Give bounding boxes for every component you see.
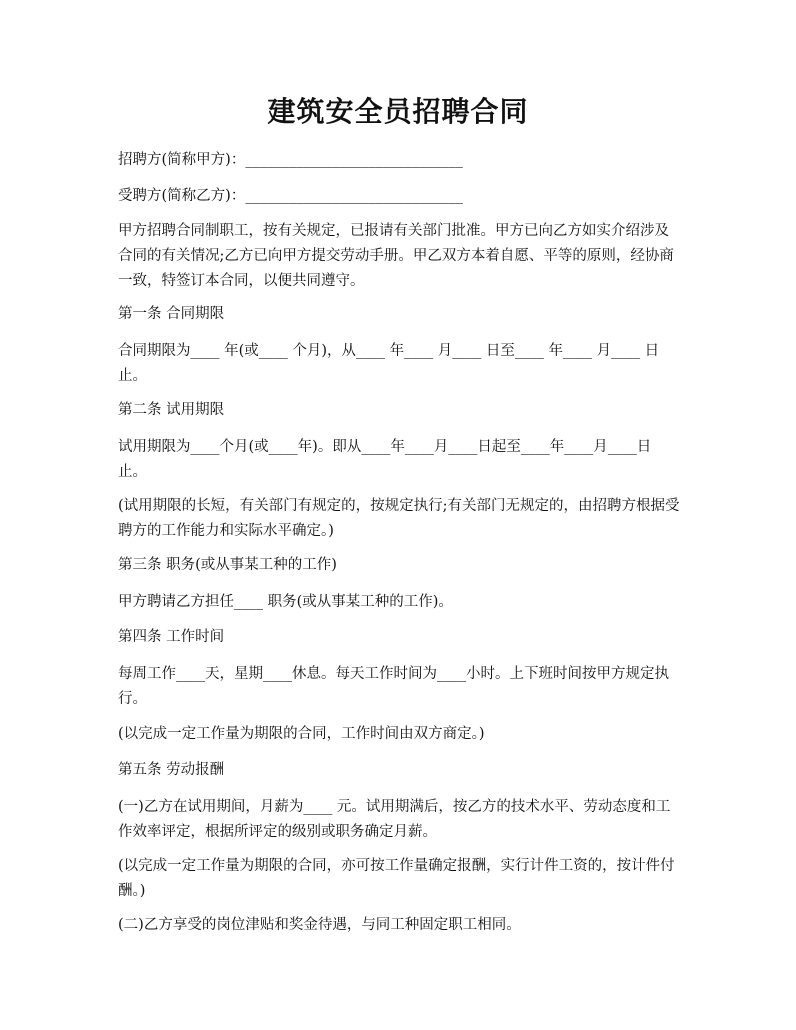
- article-1-text: 合同期限为____ 年(或____ 个月)，从____ 年____ 月____ 日至____ 年____ 月____ 日止。: [118, 343, 660, 384]
- article-4-text: 每周工作____天，星期____休息。每天工作时间为____小时。上下班时间按甲方规定执行。: [118, 666, 669, 707]
- article-4-note: (以完成一定工作量为期限的合同，工作时间由双方商定。): [118, 726, 485, 742]
- article-4-heading: 第四条 工作时间: [118, 629, 225, 645]
- article-5-item-1: (一)乙方在试用期间，月薪为____ 元。试用期满后，按乙方的技术水平、劳动态度和工作效率评定，根据所评定的级别或职务确定月薪。: [118, 799, 671, 840]
- document-title: 建筑安全员招聘合同: [267, 95, 529, 128]
- article-3-text: 甲方聘请乙方担任____ 职务(或从事某工种的工作)。: [118, 594, 453, 610]
- article-1-heading: 第一条 合同期限: [118, 306, 225, 322]
- article-2-heading: 第二条 试用期限: [118, 402, 225, 418]
- article-3-heading: 第三条 职务(或从事某工种的工作): [118, 557, 337, 573]
- article-5-heading: 第五条 劳动报酬: [118, 762, 225, 778]
- employer-line: 招聘方(简称甲方)：______________________________: [118, 152, 463, 168]
- article-5-note: (以完成一定工作量为期限的合同，亦可按工作量确定报酬，实行计件工资的，按计件付酬。): [118, 858, 675, 899]
- article-5-item-2: (二)乙方享受的岗位津贴和奖金待遇，与同工种固定职工相同。: [118, 917, 521, 933]
- preamble-paragraph: 甲方招聘合同制职工，按有关规定，已报请有关部门批准。甲方已向乙方如实介绍涉及合同的有关情况;乙方已向甲方提交劳动手册。甲乙双方本着自愿、平等的原则，经协商一致，特签订本合同，以便共同遵守。: [118, 223, 674, 289]
- article-2-note: (试用期限的长短，有关部门有规定的，按规定执行;有关部门无规定的，由招聘方根据受聘方的工作能力和实际水平确定。): [118, 498, 680, 539]
- employee-line: 受聘方(简称乙方)：______________________________: [118, 188, 463, 204]
- article-2-text: 试用期限为____个月(或____年)。即从____年____月____日起至____年____月____日止。: [118, 439, 652, 480]
